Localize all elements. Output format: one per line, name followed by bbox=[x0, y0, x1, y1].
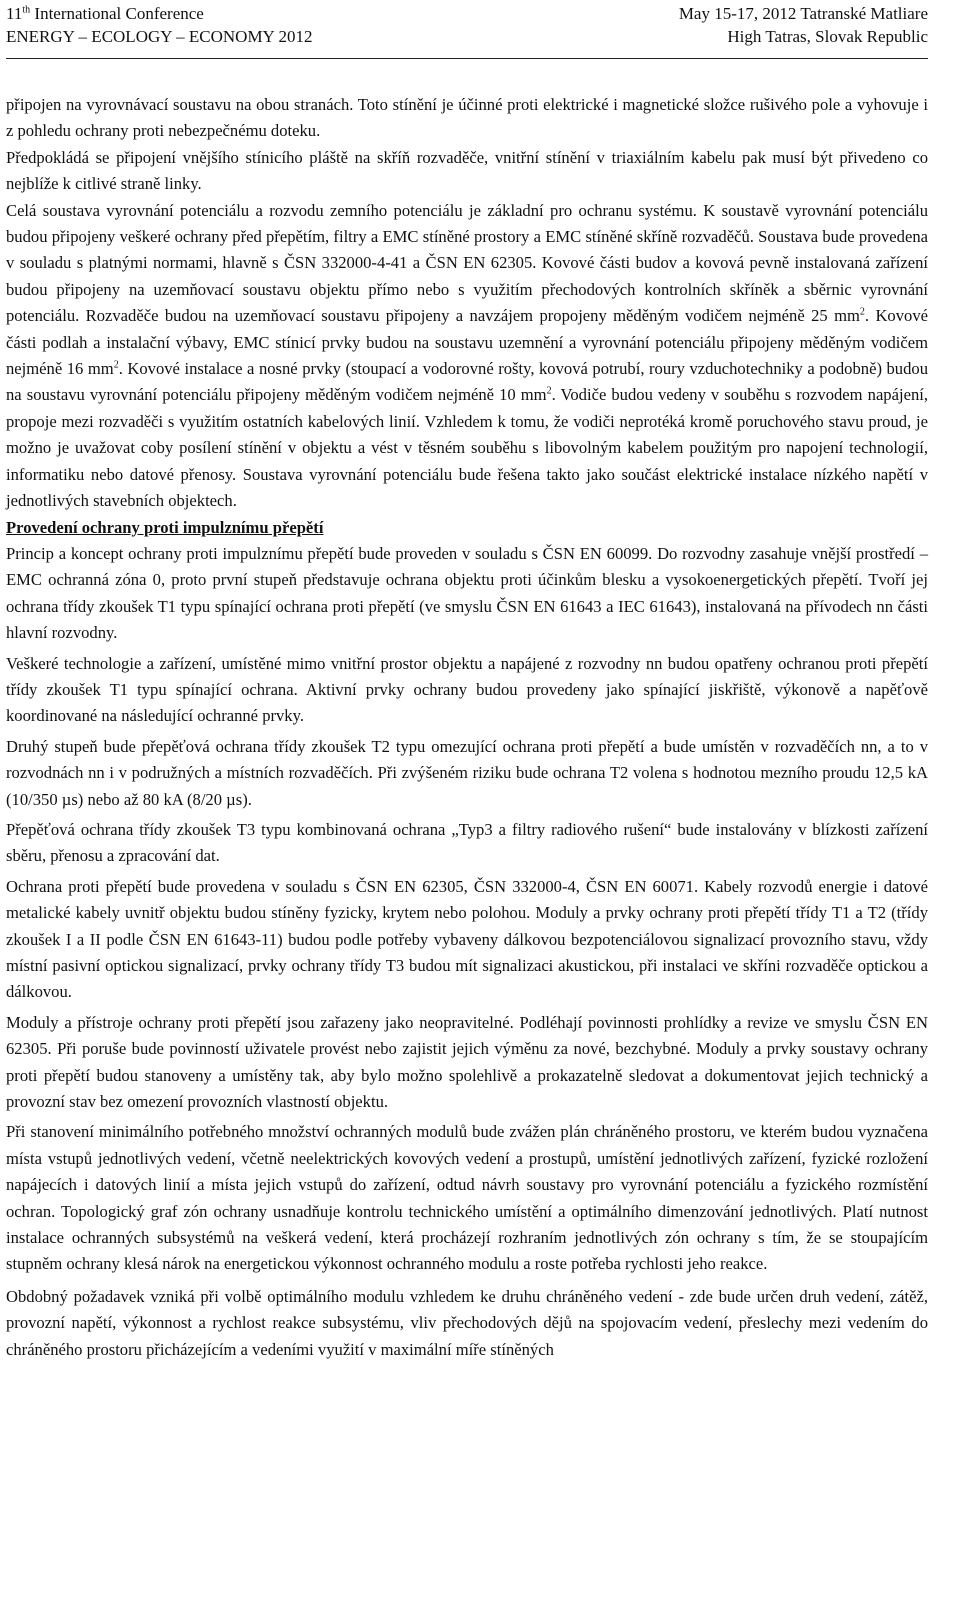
superscript-2: 2 bbox=[546, 385, 552, 397]
paragraph: Moduly a přístroje ochrany proti přepětí jsou zařazeny jako neopravitelné. Podléhají povinnosti prohlídky a revize ve smyslu ČSN EN 62305. Při poruše bude povinností uživatele provést nebo zajistit jejich výměnu za nové, bezchybné. Moduly a prvky soustavy ochrany proti přepětí budou stanoveny a umístěny tak, aby bylo možno spolehlivě a prokazatelně sledovat a dokumentovat jejich technický a provozní stav bez omezení provozních vlastností objektu. bbox=[6, 1012, 928, 1112]
paragraph: Princip a koncept ochrany proti impulznímu přepětí bude proveden v souladu s ČSN EN 60099. Do rozvodny zasahuje vnější prostředí – EMC ochranná zóna 0, proto první stupeň představuje ochrana objektu proti účinkům blesku a vysokoenergetických přepětí. Tvoří jej ochrana třídy zkoušek T1 typu spínající ochrana proti přepětí (ve smyslu ČSN EN 61643 a IEC 61643), instalovaná na přívodech nn části hlavní rozvodny. bbox=[6, 543, 928, 643]
paragraph: připojen na vyrovnávací soustavu na obou stranách. Toto stínění je účinné proti elektrické i magnetické složce rušivého pole a vyhovuje i z pohledu ochrany proti nebezpečnému doteku. bbox=[6, 95, 928, 141]
conference-dates: May 15-17, 2012 Tatranské Matliare bbox=[678, 4, 928, 23]
superscript-2: 2 bbox=[113, 359, 119, 371]
paragraph: Veškeré technologie a zařízení, umístěné mimo vnitřní prostor objektu a napájené z rozvodny nn budou opatřeny ochranou proti přepětí třídy zkoušek T1 typu spínající ochrana. Aktivní prvky ochrany budou provedeny jako spínající jiskřiště, výkonově a napěťově koordinované na následující ochranné prvky. bbox=[6, 653, 928, 726]
header-divider bbox=[6, 58, 928, 59]
conference-region: High Tatras, Slovak Republic bbox=[727, 27, 928, 46]
conference-ordinal-suffix: th bbox=[22, 4, 31, 16]
superscript-2: 2 bbox=[859, 306, 865, 318]
conference-name: International Conference bbox=[30, 4, 204, 23]
paragraph-text: . Vodiče budou vedeny v souběhu s rozvodem napájení, propoje mezi rozvaděči s využitím ostatních kabelových linií. Vzhledem k tomu, že vodiči neprotéká kromě poruchového stavu proud, je možno je uvažovat coby posílení stínění v objektu a vést v těsném souběhu s libovolným kabelem použitým pro napojení technologií, informatiku nebo datové přenosy. Soustava vyrovnání potenciálu bude řešena takto jako součást elektrické instalace nízkého napětí v jednotlivých stavebních objektech. bbox=[6, 385, 929, 511]
page-header bbox=[6, 0, 928, 50]
paragraph-text: Celá soustava vyrovnání potenciálu a rozvodu zemního potenciálu je základní pro ochranu systému. K soustavě vyrovnání potenciálu budou připojeny veškeré ochrany před přepětím, filtry a EMC stíněné prostory a EMC stíněné skříně rozvaděčů. Soustava bude provedena v souladu s platnými normami, hlavně s ČSN 332000-4-41 a ČSN EN 62305. Kovové části budov a kovová pevně instalovaná zařízení budou připojeny na uzemňovací soustavu objektu přímo nebo s využitím přechodových kontrolních skříněk a sběrnic vyrovnání potenciálu. Rozvaděče budou na uzemňovací soustavu připojeny a navzájem propojeny měděným vodičem nejméně 25 mm bbox=[6, 200, 928, 326]
paragraph: Přepěťová ochrana třídy zkoušek T3 typu kombinovaná ochrana „Typ3 a filtry radiového rušení“ bude instalovány v blízkosti zařízení sběru, přenosu a zpracování dat. bbox=[6, 819, 928, 866]
paragraph: Předpokládá se připojení vnějšího stínicího pláště na skříň rozvaděče, vnitřní stínění v triaxiálním kabelu pak musí být přivedeno co nejblíže k citlivé straně linky. bbox=[6, 147, 928, 194]
conference-subtitle: ENERGY – ECOLOGY – ECONOMY 2012 bbox=[6, 27, 313, 46]
body-text bbox=[6, 92, 928, 1363]
paragraph: Druhý stupeň bude přepěťová ochrana třídy zkoušek T2 typu omezující ochrana proti přepětí a bude umístěn v rozvaděčích nn, a to v rozvodnách nn i v podružných a místních rozvaděčích. Při zvýšeném riziku bude ochrana T2 volena s hodnotou mezního proudu 12,5 kA (10/350 µs) nebo až 80 kA (8/20 µs). bbox=[6, 736, 928, 809]
conference-number: 11 bbox=[6, 4, 23, 23]
paragraph-text: . Kovové části podlah a instalační výbavy, EMC stínicí prvky budou na soustavu uzemnění a vyrovnání potenciálu připojeny měděným vodičem nejméně 16 mm bbox=[6, 306, 928, 379]
paragraph-equipotential-bonding bbox=[6, 198, 928, 515]
conference-dates-location bbox=[679, 2, 928, 48]
conference-title bbox=[6, 2, 312, 25]
section-heading: Provedení ochrany proti impulznímu přepětí bbox=[6, 517, 324, 537]
paragraph: Při stanovení minimálního potřebného množství ochranných modulů bude zvážen plán chráněného prostoru, ve kterém budou vyznačena místa vstupů jednotlivých vedení, včetně neelektrických kovových vedení a prostupů, umístění jednotlivých zařízení, fyzické rozložení napájecích i datových linií a místa jejich vstupů do zařízení, odtud návrh soustavy pro vyrovnání potenciálu a fyzického rozmístění ochran. Topologický graf zón ochrany usnadňuje kontrolu technického umístění a optimálního dimenzování jednotlivých. Platí nutnost instalace ochranných subsystémů na veškerá vedení, která procházejí rozhraním jednotlivých zón ochrany s tím, že se stoupajícím stupněm ochrany klesá nárok na energetickou výkonnost ochranného modulu a roste potřeba rychlosti jeho reakce. bbox=[6, 1122, 928, 1274]
paragraph: Obdobný požadavek vzniká při volbě optimálního modulu vzhledem ke druhu chráněného vedení - zde bude určen druh vedení, zátěž, provozní napětí, výkonnost a rychlost reakce subsystému, vliv přechodových dějů na spojovacím vedení, přeslechy mezi vedením do chráněného prostoru přicházejícím a vedeními využití v maximální míře stíněných bbox=[6, 1286, 928, 1359]
conference-info bbox=[6, 2, 312, 48]
paragraph-text: . Kovové instalace a nosné prvky (stoupací a vodorovné rošty, kovová potrubí, roury vzduchotechniky a podobně) budou na soustavu vyrovnání potenciálu připojeny měděným vodičem nejméně 10 mm bbox=[6, 359, 928, 405]
paragraph: Ochrana proti přepětí bude provedena v souladu s ČSN EN 62305, ČSN 332000-4, ČSN EN 60071. Kabely rozvodů energie i datové metalické kabely uvnitř objektu budou stíněny fyzicky, krytem nebo polohou. Moduly a prvky ochrany proti přepětí třídy T1 a T2 (třídy zkoušek I a II podle ČSN EN 61643-11) budou podle potřeby vybaveny dálkovou bezpotenciálovou signalizací provozního stavu, vždy místní pasivní optickou signalizací, prvky ochrany třídy T3 budou mít signalizaci akustickou, při instalaci ve skříni rozvaděče optickou a dálkovou. bbox=[6, 876, 928, 1002]
